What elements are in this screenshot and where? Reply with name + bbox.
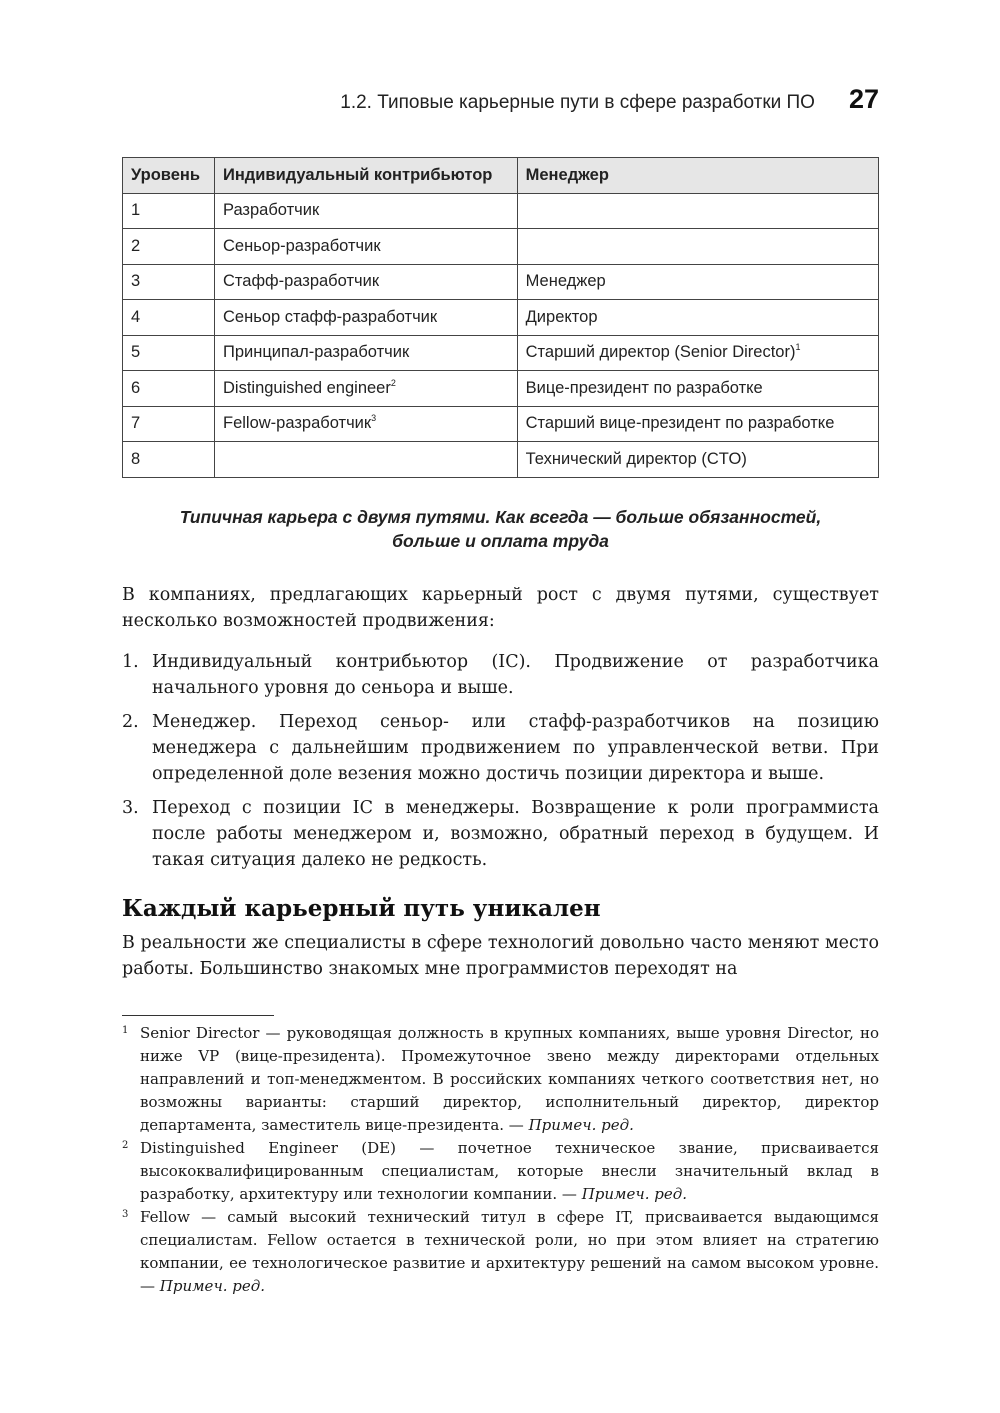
- editor-note: Примеч. ред.: [528, 1116, 634, 1134]
- manager-cell: [517, 371, 878, 407]
- table-row: [123, 406, 879, 442]
- manager-title: Технический директор (CTO): [525, 449, 747, 468]
- caption-line: больше и оплата труда: [392, 531, 609, 551]
- manager-cell: [517, 300, 878, 336]
- footnote-2: [122, 1137, 879, 1206]
- table-row: [123, 300, 879, 336]
- level-cell: 8: [123, 442, 215, 478]
- level-cell: 1: [123, 193, 215, 229]
- ic-title: Сеньор стафф-разработчик: [222, 307, 438, 326]
- page-number: 27: [848, 84, 879, 114]
- footnote-mark: 1: [122, 1025, 129, 1036]
- section-paragraph: В реальности же специалисты в сфере технологий довольно часто меняют место работы. Большинство знакомых мне программистов переходят на: [122, 933, 879, 979]
- table-header-row: [123, 158, 879, 194]
- level-cell: 2: [123, 229, 215, 265]
- column-header-ic: Индивидуальный контрибьютор: [214, 158, 517, 194]
- ic-cell: [214, 442, 517, 478]
- footnote-3: [122, 1206, 879, 1298]
- level-cell: 5: [123, 335, 215, 371]
- ic-title: Принципал-разработчик: [222, 343, 410, 362]
- editor-note: Примеч. ред.: [581, 1185, 687, 1203]
- table-row: [123, 442, 879, 478]
- footnote-body: Fellow — самый высокий технический титул в сфере IT, присваивается выдающимся специалистам. Fellow остается в технической роли, но при этом влияет на стратегию компании, ее технологическое развитие и архитектуру решений на самом высоком уровне. —: [140, 1208, 879, 1295]
- manager-cell: [517, 406, 878, 442]
- section-heading: Каждый карьерный путь уникален: [122, 895, 601, 922]
- manager-title: Менеджер: [525, 272, 606, 291]
- footnote-mark: 3: [122, 1209, 129, 1220]
- ic-cell: [214, 300, 517, 336]
- list-item-text: Переход с позиции IC в менеджеры. Возвращение к роли программиста после работы менеджером и, возможно, обратный переход в будущем. И такая ситуация далеко не редкость.: [152, 798, 879, 870]
- ic-title: Distinguished engineer: [222, 378, 391, 397]
- footnote-ref-1[interactable]: 1: [795, 342, 801, 353]
- list-item: [122, 649, 879, 701]
- footnote-ref-3[interactable]: 3: [371, 413, 377, 424]
- ic-title: Сеньор-разработчик: [222, 236, 381, 255]
- manager-title: Старший директор (Senior Director): [525, 343, 796, 362]
- level-cell: 4: [123, 300, 215, 336]
- level-cell: 3: [123, 264, 215, 300]
- career-paths-list: [122, 649, 879, 881]
- footnote-mark: 2: [122, 1140, 129, 1151]
- column-header-manager: Менеджер: [517, 158, 878, 194]
- manager-title: Директор: [525, 307, 598, 326]
- ic-cell: [214, 406, 517, 442]
- list-item: [122, 709, 879, 787]
- table-row: [123, 229, 879, 265]
- section-title: 1.2. Типовые карьерные пути в сфере разработки ПО: [340, 92, 815, 113]
- list-item: [122, 795, 879, 873]
- footnote-divider: [122, 1015, 274, 1016]
- caption-line: Типичная карьера с двумя путями. Как всегда — больше обязанностей,: [179, 507, 822, 527]
- footnote-body: Senior Director — руководящая должность в крупных компаниях, выше уровня Director, но ниже VP (вице-президента). Промежуточное звено между директорами отдельных направлений и топ-менеджментом. В российских компаниях четкого соответствия нет, но возможны варианты: старший директор, исполнительный директор, директор департамента, заместитель вице-президента. —: [140, 1024, 879, 1134]
- editor-note: Примеч. ред.: [159, 1277, 266, 1295]
- list-number: 2.: [122, 712, 139, 732]
- manager-cell: [517, 229, 878, 265]
- manager-title: Старший вице-президент по разработке: [525, 414, 835, 433]
- table-row: [123, 335, 879, 371]
- table-row: [123, 193, 879, 229]
- footnote-ref-2[interactable]: 2: [390, 377, 396, 388]
- ic-cell: [214, 335, 517, 371]
- list-number: 3.: [122, 798, 139, 818]
- manager-cell: [517, 193, 878, 229]
- ic-cell: [214, 371, 517, 407]
- ic-cell: [214, 264, 517, 300]
- table-row: [123, 371, 879, 407]
- footnote-body: Distinguished Engineer (DE) — почетное техническое звание, присваивается высококвалифицированным специалистам, которые внесли значительный вклад в разработку, архитектуру или технологии компании. —: [140, 1139, 879, 1203]
- table-caption: [122, 505, 879, 553]
- ic-title: Fellow-разработчик: [222, 414, 372, 433]
- ic-title: Стафф-разработчик: [222, 272, 380, 291]
- career-levels-table: [122, 157, 879, 478]
- footnote-text: [140, 1206, 879, 1298]
- manager-cell: [517, 335, 878, 371]
- manager-title: Вице-президент по разработке: [525, 378, 763, 397]
- ic-cell: [214, 193, 517, 229]
- manager-cell: [517, 264, 878, 300]
- footnote-text: [140, 1022, 879, 1137]
- level-cell: 7: [123, 406, 215, 442]
- footnote-text: [140, 1137, 879, 1206]
- footnote-1: [122, 1022, 879, 1137]
- list-number: 1.: [122, 652, 139, 672]
- level-cell: 6: [123, 371, 215, 407]
- table-row: [123, 264, 879, 300]
- list-item-text: Индивидуальный контрибьютор (IC). Продвижение от разработчика начального уровня до сеньора и выше.: [152, 652, 879, 698]
- manager-cell: [517, 442, 878, 478]
- ic-title: Разработчик: [222, 201, 320, 220]
- intro-paragraph: В компаниях, предлагающих карьерный рост с двумя путями, существует несколько возможностей продвижения:: [122, 585, 879, 631]
- ic-cell: [214, 229, 517, 265]
- running-header: [122, 84, 879, 124]
- list-item-text: Менеджер. Переход сеньор- или стафф-разработчиков на позицию менеджера с дальнейшим продвижением по управленческой ветви. При определенной доле везения можно достичь позиции директора и выше.: [152, 712, 879, 784]
- footnotes: [122, 1022, 879, 1298]
- column-header-level: Уровень: [123, 158, 215, 194]
